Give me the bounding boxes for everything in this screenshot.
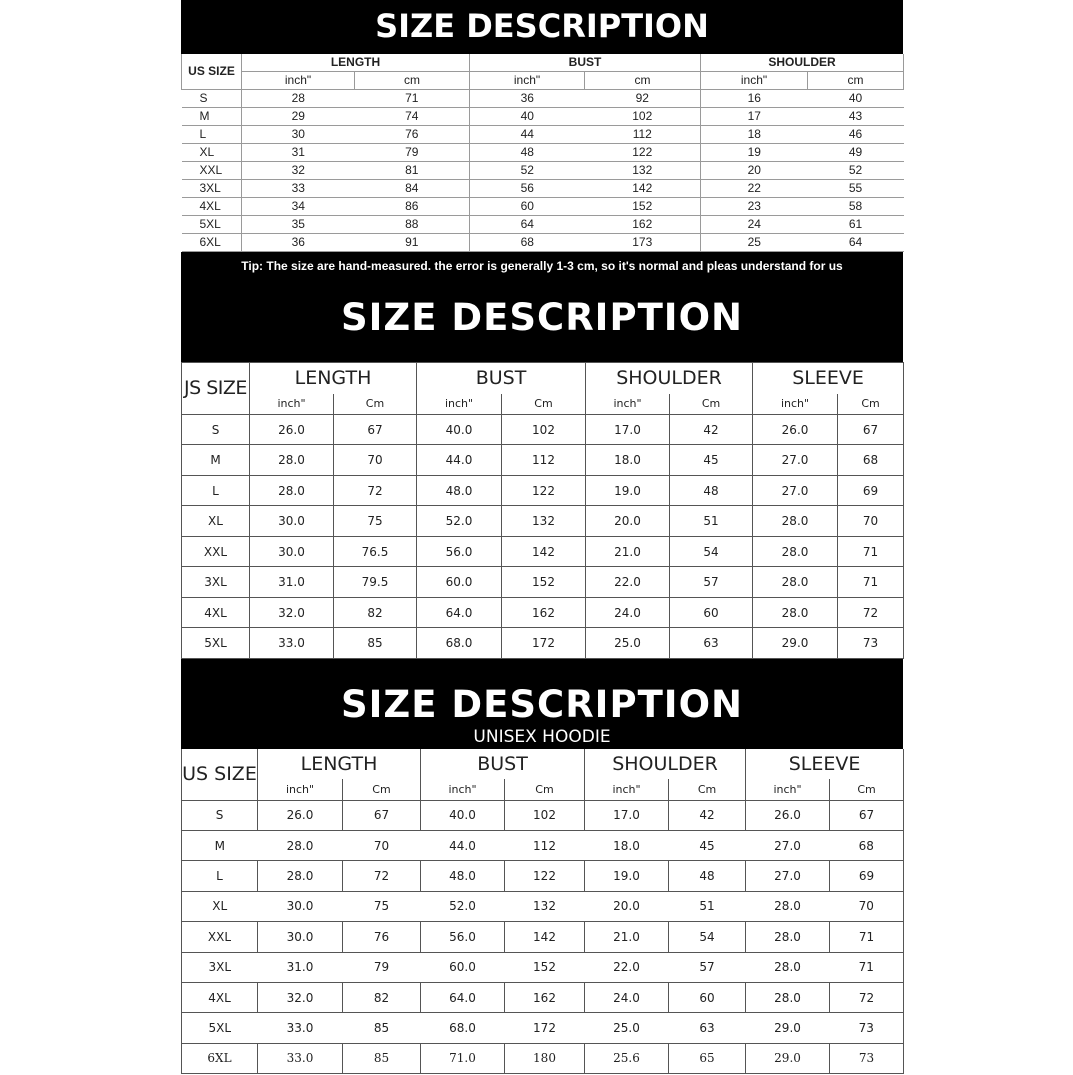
sleeve-header: SLEEVE xyxy=(746,749,904,779)
unit-cm: Cm xyxy=(670,394,753,415)
measurement-cell: 79 xyxy=(343,952,421,982)
measurement-cell: 56 xyxy=(470,180,585,198)
size-label-cell: 4XL xyxy=(182,982,258,1012)
unit-inch: inch" xyxy=(242,72,355,90)
unit-cm: Cm xyxy=(830,779,904,800)
measurement-cell: 43 xyxy=(808,108,904,126)
measurement-cell: 24 xyxy=(701,216,808,234)
measurement-cell: 28.0 xyxy=(746,982,830,1012)
shoulder-header: SHOULDER xyxy=(585,749,746,779)
measurement-cell: 71 xyxy=(830,952,904,982)
table-row xyxy=(182,90,904,108)
measurement-cell: 18 xyxy=(701,126,808,144)
unit-cm: Cm xyxy=(502,394,586,415)
measurement-cell: 29.0 xyxy=(746,1013,830,1043)
measurement-cell: 28 xyxy=(242,90,355,108)
measurement-cell: 40 xyxy=(470,108,585,126)
measurement-cell: 60 xyxy=(669,982,746,1012)
measurement-cell: 64.0 xyxy=(421,982,505,1012)
measurement-cell: 25.0 xyxy=(585,1013,669,1043)
size-table-1 xyxy=(181,54,904,252)
measurement-cell: 67 xyxy=(343,800,421,830)
measurement-cell: 72 xyxy=(343,861,421,891)
measurement-cell: 46 xyxy=(808,126,904,144)
size-label-cell: XXL xyxy=(182,922,258,952)
measurement-cell: 26.0 xyxy=(250,414,334,445)
measurement-cell: 22 xyxy=(701,180,808,198)
measurement-cell: 152 xyxy=(505,952,585,982)
measurement-cell: 57 xyxy=(670,567,753,598)
measurement-cell: 56.0 xyxy=(421,922,505,952)
measurement-cell: 112 xyxy=(502,445,586,476)
size-label-cell: 5XL xyxy=(182,628,250,659)
measurement-cell: 76 xyxy=(343,922,421,952)
measurement-cell: 68 xyxy=(470,234,585,252)
measurement-cell: 28.0 xyxy=(753,597,838,628)
measurement-cell: 42 xyxy=(669,800,746,830)
measurement-cell: 85 xyxy=(343,1043,421,1073)
size-label-cell: XXL xyxy=(182,162,242,180)
table-row xyxy=(182,144,904,162)
size-label-cell: 4XL xyxy=(182,597,250,628)
banner-title: SIZE DESCRIPTION xyxy=(341,683,743,726)
unit-cm: cm xyxy=(585,72,701,90)
size-label-cell: S xyxy=(182,414,250,445)
measurement-cell: 45 xyxy=(669,831,746,861)
table-row xyxy=(182,536,904,567)
measurement-cell: 52 xyxy=(470,162,585,180)
measurement-cell: 22.0 xyxy=(585,952,669,982)
measurement-cell: 28.0 xyxy=(753,536,838,567)
size-chart-sheet xyxy=(181,0,903,1075)
size-label-cell: 6XL xyxy=(182,1043,258,1073)
measurement-cell: 28.0 xyxy=(250,475,334,506)
measurement-cell: 28.0 xyxy=(746,922,830,952)
measurement-cell: 30.0 xyxy=(258,891,343,921)
shoulder-header: SHOULDER xyxy=(701,54,904,72)
measurement-cell: 48 xyxy=(670,475,753,506)
unit-inch: inch" xyxy=(585,779,669,800)
measurement-cell: 40.0 xyxy=(421,800,505,830)
measurement-cell: 73 xyxy=(830,1043,904,1073)
measurement-cell: 27.0 xyxy=(746,831,830,861)
table-row xyxy=(182,506,904,537)
size-label-cell: 6XL xyxy=(182,234,242,252)
measurement-cell: 27.0 xyxy=(753,445,838,476)
measurement-cell: 28.0 xyxy=(258,861,343,891)
measurement-cell: 76 xyxy=(355,126,470,144)
measurement-cell: 42 xyxy=(670,414,753,445)
table-row xyxy=(182,216,904,234)
table-row xyxy=(182,180,904,198)
measurement-cell: 142 xyxy=(505,922,585,952)
sleeve-header: SLEEVE xyxy=(753,363,904,394)
measurement-cell: 36 xyxy=(242,234,355,252)
measurement-cell: 18.0 xyxy=(585,831,669,861)
measurement-cell: 91 xyxy=(355,234,470,252)
measurement-cell: 23 xyxy=(701,198,808,216)
measurement-cell: 32.0 xyxy=(250,597,334,628)
measurement-cell: 48.0 xyxy=(417,475,502,506)
measurement-cell: 180 xyxy=(505,1043,585,1073)
measurement-cell: 68 xyxy=(838,445,904,476)
measurement-cell: 20 xyxy=(701,162,808,180)
measurement-cell: 49 xyxy=(808,144,904,162)
measurement-cell: 28.0 xyxy=(258,831,343,861)
measurement-cell: 64 xyxy=(470,216,585,234)
measurement-cell: 26.0 xyxy=(746,800,830,830)
measurement-cell: 79.5 xyxy=(334,567,417,598)
unit-inch: inch" xyxy=(746,779,830,800)
size-table-2 xyxy=(181,362,904,659)
size-label-cell: 4XL xyxy=(182,198,242,216)
measurement-cell: 22.0 xyxy=(586,567,670,598)
measurement-cell: 162 xyxy=(585,216,701,234)
measurement-cell: 51 xyxy=(669,891,746,921)
table-row xyxy=(182,126,904,144)
measurement-cell: 86 xyxy=(355,198,470,216)
banner-title: SIZE DESCRIPTION xyxy=(341,296,743,339)
measurement-cell: 28.0 xyxy=(250,445,334,476)
measurement-cell: 152 xyxy=(502,567,586,598)
measurement-cell: 102 xyxy=(505,800,585,830)
measurement-cell: 72 xyxy=(334,475,417,506)
measurement-cell: 30.0 xyxy=(250,506,334,537)
measurement-cell: 132 xyxy=(505,891,585,921)
measurement-cell: 71 xyxy=(830,922,904,952)
measurement-cell: 67 xyxy=(830,800,904,830)
table-row xyxy=(182,162,904,180)
measurement-cell: 73 xyxy=(830,1013,904,1043)
measurement-cell: 29.0 xyxy=(753,628,838,659)
measurement-cell: 48 xyxy=(669,861,746,891)
size-label-cell: L xyxy=(182,126,242,144)
measurement-cell: 75 xyxy=(334,506,417,537)
measurement-cell: 73 xyxy=(838,628,904,659)
measurement-cell: 112 xyxy=(505,831,585,861)
bust-header: BUST xyxy=(470,54,701,72)
table-row xyxy=(182,198,904,216)
size-label-cell: L xyxy=(182,475,250,506)
table-row xyxy=(182,831,904,861)
measurement-cell: 25.6 xyxy=(585,1043,669,1073)
measurement-cell: 74 xyxy=(355,108,470,126)
measurement-cell: 51 xyxy=(670,506,753,537)
measurement-cell: 61 xyxy=(808,216,904,234)
measurement-cell: 122 xyxy=(585,144,701,162)
size-description-banner-3 xyxy=(181,659,903,749)
unit-inch: inch" xyxy=(586,394,670,415)
measurement-cell: 32 xyxy=(242,162,355,180)
measurement-cell: 71.0 xyxy=(421,1043,505,1073)
unit-cm: Cm xyxy=(343,779,421,800)
measurement-cell: 54 xyxy=(669,922,746,952)
measurement-cell: 31.0 xyxy=(258,952,343,982)
measurement-cell: 132 xyxy=(585,162,701,180)
measurement-cell: 45 xyxy=(670,445,753,476)
size-table-3 xyxy=(181,749,904,1074)
measurement-cell: 17 xyxy=(701,108,808,126)
measurement-cell: 65 xyxy=(669,1043,746,1073)
measurement-cell: 57 xyxy=(669,952,746,982)
measurement-cell: 18.0 xyxy=(586,445,670,476)
table-row xyxy=(182,567,904,598)
measurement-cell: 68 xyxy=(830,831,904,861)
measurement-cell: 33 xyxy=(242,180,355,198)
measurement-cell: 19 xyxy=(701,144,808,162)
size-label-cell: XXL xyxy=(182,536,250,567)
measurement-cell: 48.0 xyxy=(421,861,505,891)
table-row xyxy=(182,952,904,982)
measurement-cell: 16 xyxy=(701,90,808,108)
measurement-cell: 52.0 xyxy=(421,891,505,921)
measurement-cell: 56.0 xyxy=(417,536,502,567)
measurement-cell: 52 xyxy=(808,162,904,180)
measurement-tip: Tip: The size are hand-measured. the error is generally 1-3 cm, so it's normal and pleas understand for us xyxy=(241,259,843,273)
size-label-cell: XL xyxy=(182,891,258,921)
table-row xyxy=(182,108,904,126)
measurement-cell: 44.0 xyxy=(417,445,502,476)
measurement-cell: 69 xyxy=(838,475,904,506)
measurement-cell: 32.0 xyxy=(258,982,343,1012)
measurement-cell: 33.0 xyxy=(250,628,334,659)
measurement-cell: 60.0 xyxy=(417,567,502,598)
measurement-cell: 172 xyxy=(502,628,586,659)
size-label-cell: M xyxy=(182,445,250,476)
measurement-cell: 29 xyxy=(242,108,355,126)
us-size-header: JS SIZE xyxy=(182,363,250,415)
measurement-cell: 102 xyxy=(502,414,586,445)
measurement-cell: 122 xyxy=(505,861,585,891)
measurement-cell: 31.0 xyxy=(250,567,334,598)
measurement-cell: 88 xyxy=(355,216,470,234)
us-size-header: US SIZE xyxy=(182,749,258,800)
measurement-cell: 21.0 xyxy=(585,922,669,952)
size-label-cell: 3XL xyxy=(182,180,242,198)
measurement-cell: 67 xyxy=(334,414,417,445)
measurement-cell: 30 xyxy=(242,126,355,144)
measurement-cell: 69 xyxy=(830,861,904,891)
unit-inch: inch" xyxy=(258,779,343,800)
measurement-cell: 60 xyxy=(670,597,753,628)
size-label-cell: S xyxy=(182,90,242,108)
measurement-cell: 20.0 xyxy=(585,891,669,921)
measurement-cell: 64.0 xyxy=(417,597,502,628)
measurement-cell: 172 xyxy=(505,1013,585,1043)
unit-cm: Cm xyxy=(838,394,904,415)
measurement-cell: 26.0 xyxy=(753,414,838,445)
table-row xyxy=(182,982,904,1012)
measurement-cell: 75 xyxy=(343,891,421,921)
us-size-header: US SIZE xyxy=(182,54,242,90)
measurement-cell: 71 xyxy=(355,90,470,108)
measurement-cell: 71 xyxy=(838,536,904,567)
measurement-cell: 60.0 xyxy=(421,952,505,982)
measurement-cell: 85 xyxy=(334,628,417,659)
measurement-cell: 30.0 xyxy=(250,536,334,567)
measurement-cell: 102 xyxy=(585,108,701,126)
size-label-cell: 3XL xyxy=(182,567,250,598)
measurement-cell: 55 xyxy=(808,180,904,198)
measurement-cell: 85 xyxy=(343,1013,421,1043)
measurement-cell: 40.0 xyxy=(417,414,502,445)
measurement-cell: 84 xyxy=(355,180,470,198)
measurement-cell: 92 xyxy=(585,90,701,108)
measurement-cell: 35 xyxy=(242,216,355,234)
table-row xyxy=(182,1013,904,1043)
measurement-cell: 20.0 xyxy=(586,506,670,537)
measurement-cell: 70 xyxy=(830,891,904,921)
measurement-cell: 72 xyxy=(830,982,904,1012)
size-label-cell: M xyxy=(182,108,242,126)
measurement-cell: 33.0 xyxy=(258,1013,343,1043)
measurement-cell: 70 xyxy=(838,506,904,537)
measurement-cell: 173 xyxy=(585,234,701,252)
measurement-cell: 21.0 xyxy=(586,536,670,567)
unit-cm: cm xyxy=(355,72,470,90)
table-row xyxy=(182,597,904,628)
measurement-cell: 19.0 xyxy=(585,861,669,891)
unit-cm: cm xyxy=(808,72,904,90)
measurement-cell: 24.0 xyxy=(586,597,670,628)
measurement-cell: 27.0 xyxy=(753,475,838,506)
size-label-cell: 5XL xyxy=(182,216,242,234)
measurement-cell: 25 xyxy=(701,234,808,252)
unit-cm: Cm xyxy=(505,779,585,800)
measurement-cell: 68.0 xyxy=(421,1013,505,1043)
table-row xyxy=(182,922,904,952)
measurement-cell: 28.0 xyxy=(753,506,838,537)
measurement-cell: 17.0 xyxy=(586,414,670,445)
measurement-cell: 52.0 xyxy=(417,506,502,537)
size-label-cell: 3XL xyxy=(182,952,258,982)
table-row xyxy=(182,800,904,830)
banner-subtitle: UNISEX HOODIE xyxy=(473,727,611,747)
length-header: LENGTH xyxy=(258,749,421,779)
bust-header: BUST xyxy=(421,749,585,779)
measurement-cell: 44 xyxy=(470,126,585,144)
table-row xyxy=(182,414,904,445)
table-row xyxy=(182,891,904,921)
size-description-banner-1 xyxy=(181,0,903,54)
unit-inch: inch" xyxy=(753,394,838,415)
measurement-cell: 79 xyxy=(355,144,470,162)
unit-inch: inch" xyxy=(470,72,585,90)
measurement-cell: 70 xyxy=(343,831,421,861)
measurement-cell: 112 xyxy=(585,126,701,144)
unit-inch: inch" xyxy=(421,779,505,800)
measurement-cell: 162 xyxy=(505,982,585,1012)
measurement-cell: 142 xyxy=(585,180,701,198)
measurement-cell: 48 xyxy=(470,144,585,162)
measurement-cell: 31 xyxy=(242,144,355,162)
unit-inch: inch" xyxy=(250,394,334,415)
length-header: LENGTH xyxy=(242,54,470,72)
measurement-cell: 70 xyxy=(334,445,417,476)
measurement-cell: 64 xyxy=(808,234,904,252)
measurement-cell: 142 xyxy=(502,536,586,567)
measurement-cell: 63 xyxy=(669,1013,746,1043)
size-label-cell: L xyxy=(182,861,258,891)
measurement-cell: 28.0 xyxy=(746,952,830,982)
measurement-cell: 17.0 xyxy=(585,800,669,830)
measurement-cell: 30.0 xyxy=(258,922,343,952)
size-label-cell: 5XL xyxy=(182,1013,258,1043)
measurement-cell: 82 xyxy=(334,597,417,628)
measurement-cell: 19.0 xyxy=(586,475,670,506)
table-row xyxy=(182,861,904,891)
measurement-cell: 152 xyxy=(585,198,701,216)
measurement-cell: 76.5 xyxy=(334,536,417,567)
measurement-cell: 162 xyxy=(502,597,586,628)
measurement-cell: 28.0 xyxy=(753,567,838,598)
measurement-cell: 54 xyxy=(670,536,753,567)
size-description-banner-2 xyxy=(181,252,903,362)
table-row xyxy=(182,1043,904,1073)
size-label-cell: XL xyxy=(182,506,250,537)
measurement-cell: 24.0 xyxy=(585,982,669,1012)
table-row xyxy=(182,234,904,252)
banner-title: SIZE DESCRIPTION xyxy=(375,7,709,45)
measurement-cell: 25.0 xyxy=(586,628,670,659)
shoulder-header: SHOULDER xyxy=(586,363,753,394)
bust-header: BUST xyxy=(417,363,586,394)
measurement-cell: 82 xyxy=(343,982,421,1012)
measurement-cell: 34 xyxy=(242,198,355,216)
measurement-cell: 67 xyxy=(838,414,904,445)
measurement-cell: 60 xyxy=(470,198,585,216)
measurement-cell: 40 xyxy=(808,90,904,108)
measurement-cell: 68.0 xyxy=(417,628,502,659)
measurement-cell: 29.0 xyxy=(746,1043,830,1073)
table-row xyxy=(182,475,904,506)
table-row xyxy=(182,445,904,476)
measurement-cell: 81 xyxy=(355,162,470,180)
size-label-cell: M xyxy=(182,831,258,861)
measurement-cell: 28.0 xyxy=(746,891,830,921)
measurement-cell: 132 xyxy=(502,506,586,537)
size-label-cell: XL xyxy=(182,144,242,162)
measurement-cell: 36 xyxy=(470,90,585,108)
measurement-cell: 72 xyxy=(838,597,904,628)
unit-inch: inch" xyxy=(701,72,808,90)
measurement-cell: 26.0 xyxy=(258,800,343,830)
measurement-cell: 27.0 xyxy=(746,861,830,891)
unit-cm: Cm xyxy=(334,394,417,415)
measurement-cell: 44.0 xyxy=(421,831,505,861)
table-row xyxy=(182,628,904,659)
measurement-cell: 122 xyxy=(502,475,586,506)
unit-inch: inch" xyxy=(417,394,502,415)
measurement-cell: 33.0 xyxy=(258,1043,343,1073)
unit-cm: Cm xyxy=(669,779,746,800)
measurement-cell: 71 xyxy=(838,567,904,598)
measurement-cell: 58 xyxy=(808,198,904,216)
measurement-cell: 63 xyxy=(670,628,753,659)
length-header: LENGTH xyxy=(250,363,417,394)
size-label-cell: S xyxy=(182,800,258,830)
